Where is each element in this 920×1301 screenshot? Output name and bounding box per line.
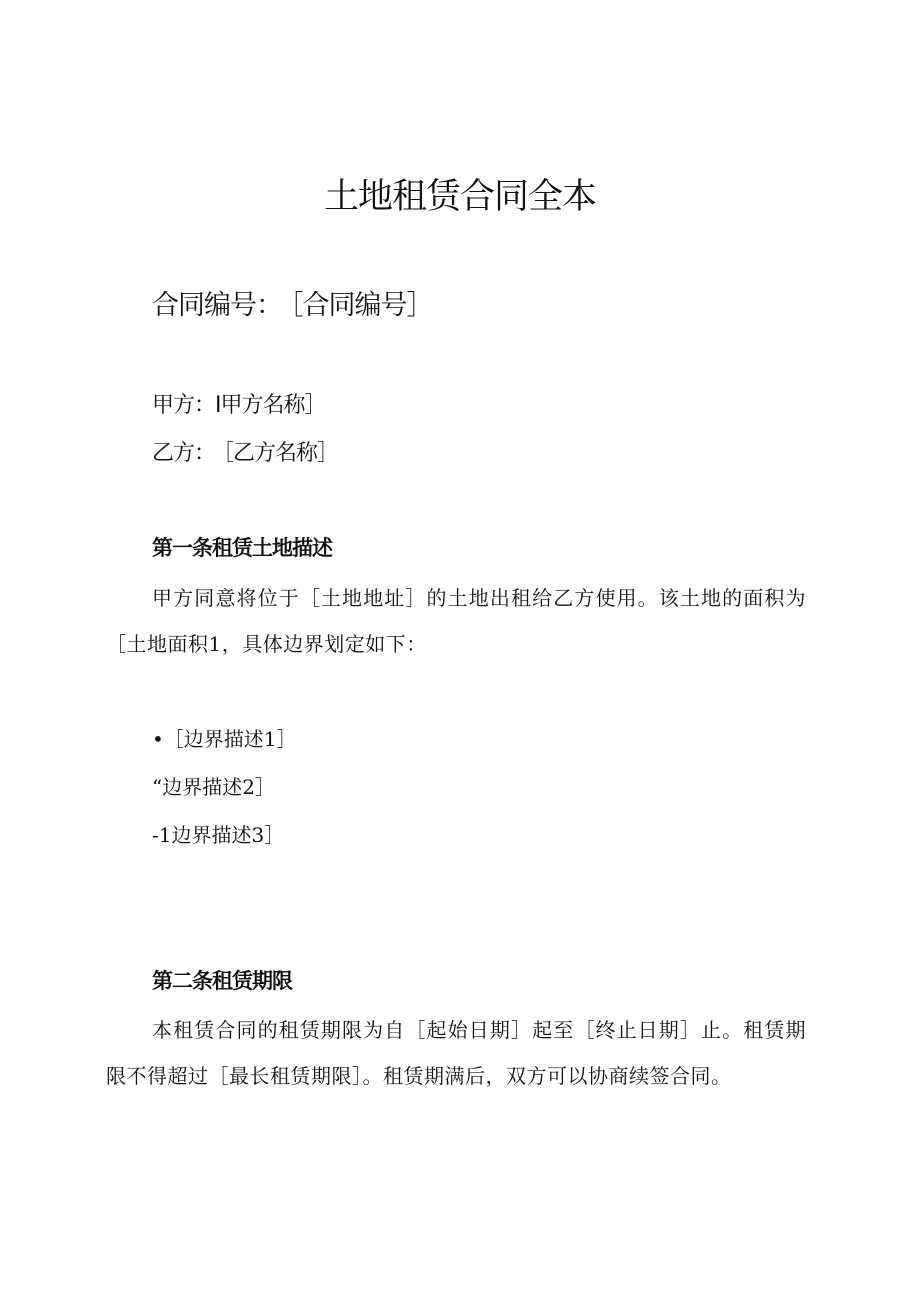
- boundary-item-2: “边界描述2］: [152, 775, 275, 799]
- section-2-body: 本租赁合同的租赁期限为自［起始日期］起至［终止日期］止。租赁期限不得超过［最长租赁期限］。租赁期满后，双方可以协商续签合同。: [106, 1018, 806, 1088]
- party-b-value: ［乙方名称］: [223, 441, 339, 466]
- section-2-title: 第二条租赁期限: [152, 969, 292, 993]
- document-title: 土地租赁合同全本: [323, 177, 596, 217]
- contract-number-line: [152, 286, 433, 326]
- party-b-label: 乙方：: [152, 441, 216, 466]
- party-a-value: I甲方名称］: [215, 393, 326, 418]
- section-1-title: 第一条租赁土地描述: [152, 536, 332, 560]
- party-b-line: [152, 438, 338, 470]
- contract-number-label: 合同编号：: [152, 290, 282, 321]
- contract-number-value: ［合同编号］: [290, 290, 433, 321]
- boundary-item-1: •［边界描述1］: [152, 727, 297, 751]
- party-a-label: 甲方：: [152, 393, 216, 418]
- boundary-item-3: -1边界描述3］: [152, 823, 285, 847]
- section-1-body: 甲方同意将位于［土地地址］的土地出租给乙方使用。该土地的面积为［土地面积1，具体边界划定如下：: [106, 586, 806, 656]
- party-a-line: [152, 390, 326, 422]
